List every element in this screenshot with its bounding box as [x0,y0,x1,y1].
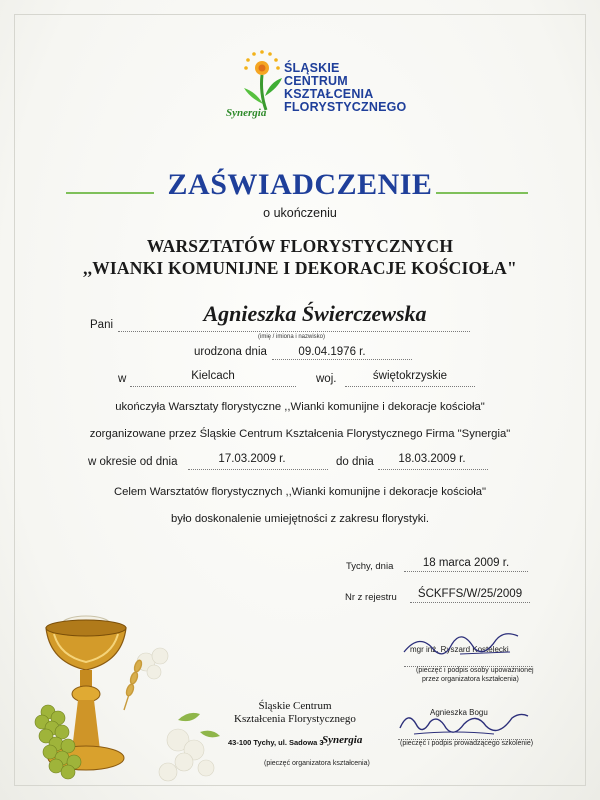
chalice-with-grapes-icon [28,600,228,790]
logo-line: CENTRUM [284,74,348,88]
document-title: ZAŚWIADCZENIE [167,168,433,201]
course-name: WARSZTATÓW FLORYSTYCZNYCH [146,236,454,256]
woj-label: woj. [316,373,337,385]
body-line-1: ukończyła Warsztaty florystyczne ,,Wianki komunijne i dekoracje kościoła" [115,401,485,413]
body-line-2: zorganizowane przez Śląskie Centrum Kształcenia Florystycznego Firma "Synergia" [89,428,511,440]
stamp-line-1: Śląskie Centrum [258,700,332,712]
logo-wordmark [284,62,406,114]
organizer-stamp [210,700,380,780]
issue-date: 18 marca 2009 r. [422,557,510,569]
date-from-dotted-line [188,468,328,470]
stamp-note: (pieczęć organizatora kształcenia) [264,760,370,767]
woj-dotted-line [345,385,475,387]
date-from: 17.03.2009 r. [218,453,286,465]
name-dotted-line [118,330,470,332]
place-label: Tychy, dnia [346,561,394,572]
birth-city: Kielcach [191,370,235,382]
director-signature-icon [400,622,530,662]
logo-line: FLORYSTYCZNEGO [284,100,407,114]
logo-brand: Synergia [226,107,267,119]
name-hint: (imię / imiona i nazwisko) [258,334,326,340]
director-note-2: przez organizatora kształcenia) [422,676,519,683]
recipient-name: Agnieszka Świerczewska [203,301,427,326]
stamp-brand: Synergia [322,734,363,746]
document-subtitle: o ukończeniu [263,206,337,220]
date-to: 18.03.2009 r. [398,453,466,465]
instructor-note: (pieczęć i podpis prowadzącego szkolenie) [400,740,534,747]
to-label: do dnia [336,456,374,468]
registry-label: Nr z rejestru [345,592,397,603]
body-line-4: Celem Warsztatów florystycznych ,,Wianki komunijne i dekoracje kościoła" [113,486,487,498]
director-note-1: (pieczęć i podpis osoby upoważnionej [416,667,534,674]
voivodeship: świętokrzyskie [372,370,448,382]
stamp-address: 43-100 Tychy, ul. Sadowa 3 [228,738,324,747]
pani-label: Pani [90,319,114,331]
logo-line: ŚLĄSKIE [284,61,340,75]
title-block [0,168,600,208]
director-name: mgr inż. Ryszard Kostelecki [410,645,509,654]
birth-date: 09.04.1976 r. [298,346,366,358]
in-label: w [118,373,127,385]
period-label: w okresie od dnia [88,456,178,468]
issue-date-dotted-line [404,570,528,572]
born-label: urodzona dnia [194,346,267,358]
stamp-line-2: Kształcenia Florystycznego [234,713,356,725]
logo-line: KSZTAŁCENIA [284,87,374,101]
instructor-name: Agnieszka Bogu [430,708,488,717]
body-line-5: było doskonalenie umiejętności z zakresu florystyki. [170,513,430,525]
registry-dotted-line [410,601,530,603]
born-dotted-line [272,358,412,360]
date-to-dotted-line [378,468,488,470]
city-dotted-line [130,385,296,387]
registry-number: ŚCKFFS/W/25/2009 [417,588,523,600]
course-subname: ,,WIANKI KOMUNIJNE I DEKORACJE KOŚCIOŁA" [83,258,517,278]
